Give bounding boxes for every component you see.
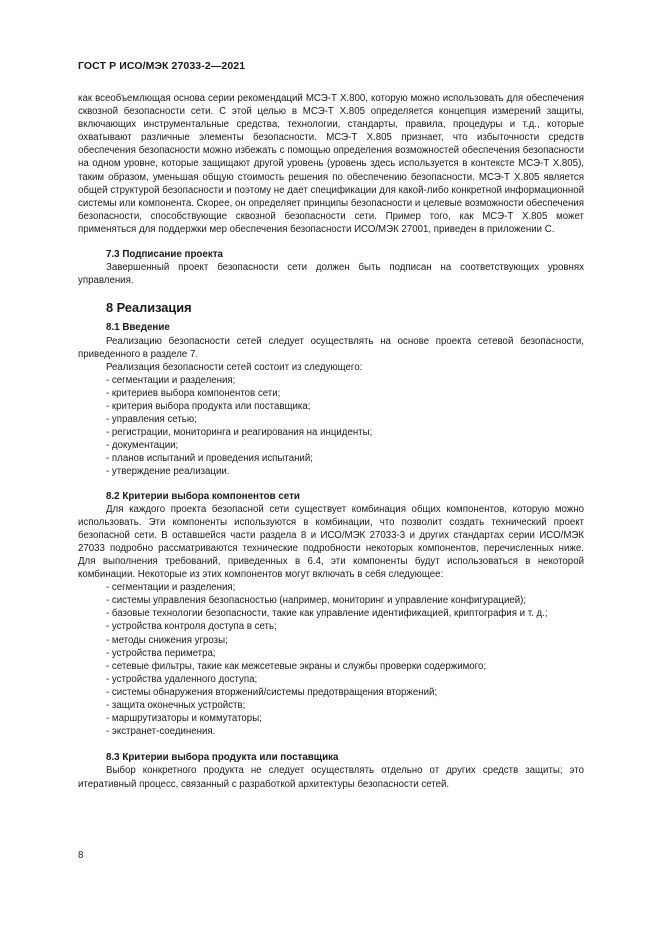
list-item: - устройства контроля доступа в сеть; (106, 620, 584, 633)
document-body (78, 92, 584, 791)
section-8-1-paragraph-1: Реализацию безопасности сетей следует осуществлять на основе проекта сетевой безопасности, приведенного в разделе 7. (78, 335, 584, 360)
intro-paragraph: как всеобъемлющая основа серии рекомендаций МСЭ-Т Х.800, которую можно использовать для обеспечения сквозной безопасности сети. С этой целью в МСЭ-Т Х.805 определяется концепция измерений защиты, включающих инструментальные средства, технологии, стандарты, правила, процедуры и т.д., которые охватывают различные элементы безопасности. МСЭ-Т Х.805 признает, что избыточности средств обеспечения безопасности можно избежать с помощью определения возможностей обеспечения безопасности на одном уровне, которые защищают другой уровень (уровень здесь используется в контексте МСЭ-Т Х.805), таким образом, уменьшая общую стоимость решения по обеспечению безопасности. МСЭ-Т Х.805 является общей структурой безопасности и поэтому не дает спецификации для какой-либо конкретной информационной системы или компонента. Скорее, он определяет принципы безопасности и целевые возможности обеспечения безопасности, способствующие сквозной безопасности сети. Пример того, как МСЭ-Т Х.805 может применяться для поддержки мер обеспечения безопасности ИСО/МЭК 27001, приведен в приложении С. (78, 93, 584, 235)
section-8-1-list (78, 374, 584, 479)
list-item: - сегментации и разделения; (106, 581, 584, 594)
section-8-2-paragraph: Для каждого проекта безопасной сети существует комбинация общих компонентов, которую можно использовать. Эти компоненты используются в комбинации, что позволит создать технический проект безопасной сети. В оставшейся части раздела 8 и ИСО/МЭК 27033-3 и других стандартах серии ИСО/МЭК 27033 подробно рассматриваются технические подробности некоторых компонентов, перечисленных ниже. Для выполнения требований, приведенных в 6.4, эти компоненты будут использоваться в некоторой комбинации. Некоторые из этих компонентов могут включать в себя следующее: (78, 503, 584, 581)
list-item: - документации; (106, 439, 584, 452)
list-item: - экстранет-соединения. (106, 725, 584, 738)
list-item: - маршрутизаторы и коммутаторы; (106, 712, 584, 725)
list-item: - устройства удаленного доступа; (106, 673, 584, 686)
section-8-3-paragraph: Выбор конкретного продукта не следует осуществлять отдельно от других средств защиты; это итеративный процесс, связанный с разработкой архитектуры безопасности сетей. (78, 765, 584, 790)
section-8-heading: 8 Реализация (106, 300, 192, 316)
section-7-3-heading: 7.3 Подписание проекта (106, 249, 224, 261)
page-number: 8 (78, 850, 84, 861)
list-item: - системы управления безопасностью (например, мониторинг и управление конфигурацией); (106, 594, 584, 607)
list-item: - сегментации и разделения; (106, 374, 584, 387)
section-8-2-heading: 8.2 Критерии выбора компонентов сети (106, 490, 300, 502)
document-header: ГОСТ Р ИСО/МЭК 27033-2—2021 (78, 60, 246, 72)
section-8-2-list (78, 581, 584, 738)
list-item: - критерия выбора продукта или поставщика; (106, 400, 584, 413)
section-8-1-heading: 8.1 Введение (106, 322, 170, 334)
list-item: - управления сетью; (106, 413, 584, 426)
section-7-3-paragraph: Завершенный проект безопасности сети должен быть подписан на соответствующих уровнях управления. (78, 262, 584, 287)
list-item: - утверждение реализации. (106, 465, 584, 478)
list-item: - методы снижения угрозы; (106, 634, 584, 647)
section-8-3-heading: 8.3 Критерии выбора продукта или поставщика (106, 752, 339, 764)
list-item: - базовые технологии безопасности, такие как управление идентификацией, криптография и т. д.; (106, 607, 584, 620)
list-item: - критериев выбора компонентов сети; (106, 387, 584, 400)
list-item: - регистрации, мониторинга и реагирования на инциденты; (106, 426, 584, 439)
list-item: - устройства периметра; (106, 647, 584, 660)
section-8-1-paragraph-2: Реализация безопасности сетей состоит из следующего: (106, 361, 363, 373)
list-item: - сетевые фильтры, такие как межсетевые экраны и службы проверки содержимого; (106, 660, 584, 673)
list-item: - системы обнаружения вторжений/системы предотвращения вторжений; (106, 686, 584, 699)
list-item: - планов испытаний и проведения испытаний; (106, 452, 584, 465)
list-item: - защита оконечных устройств; (106, 699, 584, 712)
